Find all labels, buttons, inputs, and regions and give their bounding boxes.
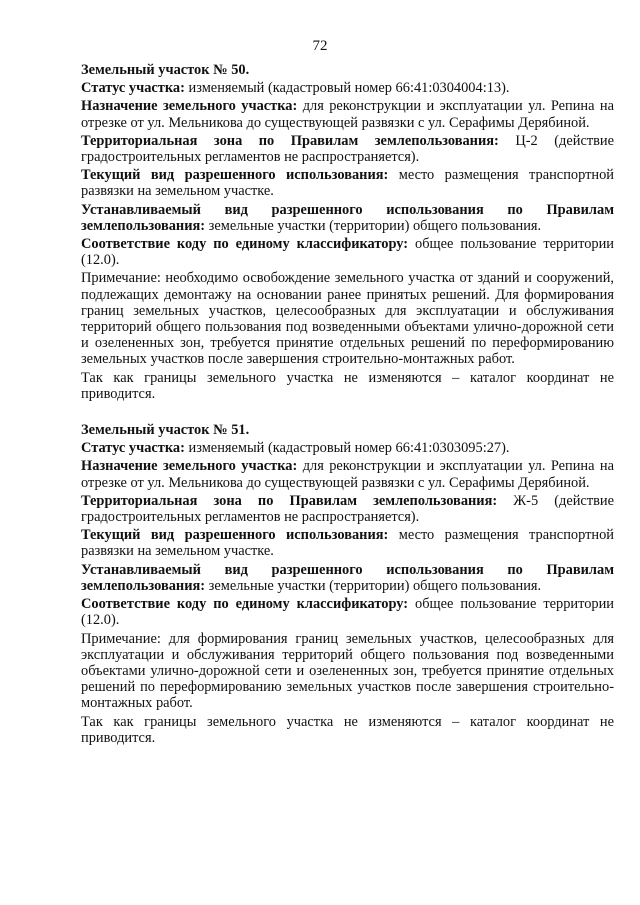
classifier-paragraph bbox=[81, 236, 614, 268]
purpose-label: Назначение земельного участка: bbox=[81, 98, 298, 115]
set-use-value: земельные участки (территории) общего пользования. bbox=[205, 577, 542, 594]
land-plot-section bbox=[81, 422, 614, 746]
purpose-label: Назначение земельного участка: bbox=[81, 458, 298, 475]
zone-paragraph bbox=[81, 133, 614, 165]
current-use-label: Текущий вид разрешенного использования: bbox=[81, 527, 389, 544]
zone-label: Территориальная зона по Правилам землепользования: bbox=[81, 132, 499, 149]
zone-label: Территориальная зона по Правилам землепользования: bbox=[81, 492, 498, 509]
section-heading: Земельный участок № 50. bbox=[81, 62, 250, 78]
current-use-paragraph bbox=[81, 527, 614, 559]
page-number: 72 bbox=[312, 38, 328, 54]
status-paragraph bbox=[81, 440, 614, 456]
page-content bbox=[81, 62, 614, 748]
classifier-label: Соответствие коду по единому классификатору: bbox=[81, 596, 409, 613]
purpose-value: для реконструкции и эксплуатации ул. Репина на отрезке от ул. Мельникова до существующей развязки с ул. Серафимы Дерябиной. bbox=[81, 98, 614, 131]
set-use-label: Устанавливаемый вид разрешенного использования по Правилам землепользования: bbox=[81, 561, 614, 594]
purpose-value: для реконструкции и эксплуатации ул. Репина на отрезке от ул. Мельникова до существующей развязки с ул. Серафимы Дерябиной. bbox=[81, 458, 614, 491]
status-value: изменяемый (кадастровый номер 66:41:0304004:13). bbox=[184, 80, 510, 97]
status-label: Статус участка: bbox=[81, 80, 185, 97]
status-paragraph bbox=[81, 80, 614, 96]
purpose-paragraph bbox=[81, 98, 614, 130]
classifier-value: общее пользование территории (12.0). bbox=[81, 596, 614, 629]
status-label: Статус участка: bbox=[81, 440, 185, 457]
zone-value: Ж-5 (действие градостроительных регламентов не распространяется). bbox=[81, 492, 614, 526]
zone-value: Ц-2 (действие градостроительных регламентов не распространяется). bbox=[81, 132, 614, 166]
set-use-paragraph bbox=[81, 202, 614, 234]
current-use-value: место размещения транспортной развязки на земельном участке. bbox=[81, 167, 614, 200]
classifier-paragraph bbox=[81, 596, 614, 628]
set-use-label: Устанавливаемый вид разрешенного использования по Правилам землепользования: bbox=[81, 201, 614, 234]
purpose-paragraph bbox=[81, 458, 614, 490]
set-use-value: земельные участки (территории) общего пользования. bbox=[205, 217, 542, 234]
zone-paragraph bbox=[81, 493, 614, 525]
current-use-paragraph bbox=[81, 167, 614, 199]
closing-paragraph: Так как границы земельного участка не изменяются – каталог координат не приводится. bbox=[81, 369, 614, 402]
closing-paragraph: Так как границы земельного участка не изменяются – каталог координат не приводится. bbox=[81, 713, 614, 746]
classifier-label: Соответствие коду по единому классификатору: bbox=[81, 236, 409, 253]
current-use-value: место размещения транспортной развязки на земельном участке. bbox=[81, 527, 614, 560]
note-paragraph: Примечание: необходимо освобождение земельного участка от зданий и сооружений, подлежащих демонтажу на основании ранее принятых решений. Для формирования границ земельных участков, целесообразных для эксплуатации и обслуживания территорий общего пользования под возведенными объектами улично-дорожной сети и озелененных зон, требуется принятие отдельных решений по переформированию земельных участков после завершения строительно-монтажных работ. bbox=[81, 270, 614, 368]
section-heading: Земельный участок № 51. bbox=[81, 422, 250, 439]
set-use-paragraph bbox=[81, 562, 614, 594]
land-plot-section bbox=[81, 62, 614, 402]
note-paragraph: Примечание: для формирования границ земельных участков, целесообразных для эксплуатации и обслуживания территорий общего пользования под возведенными объектами улично-дорожной сети и озелененных зон, требуется принятие отдельных решений по переформированию земельных участков после завершения строительно-монтажных работ. bbox=[81, 630, 614, 712]
status-value: изменяемый (кадастровый номер 66:41:0303095:27). bbox=[184, 440, 510, 457]
classifier-value: общее пользование территории (12.0). bbox=[81, 236, 614, 269]
current-use-label: Текущий вид разрешенного использования: bbox=[81, 167, 389, 184]
